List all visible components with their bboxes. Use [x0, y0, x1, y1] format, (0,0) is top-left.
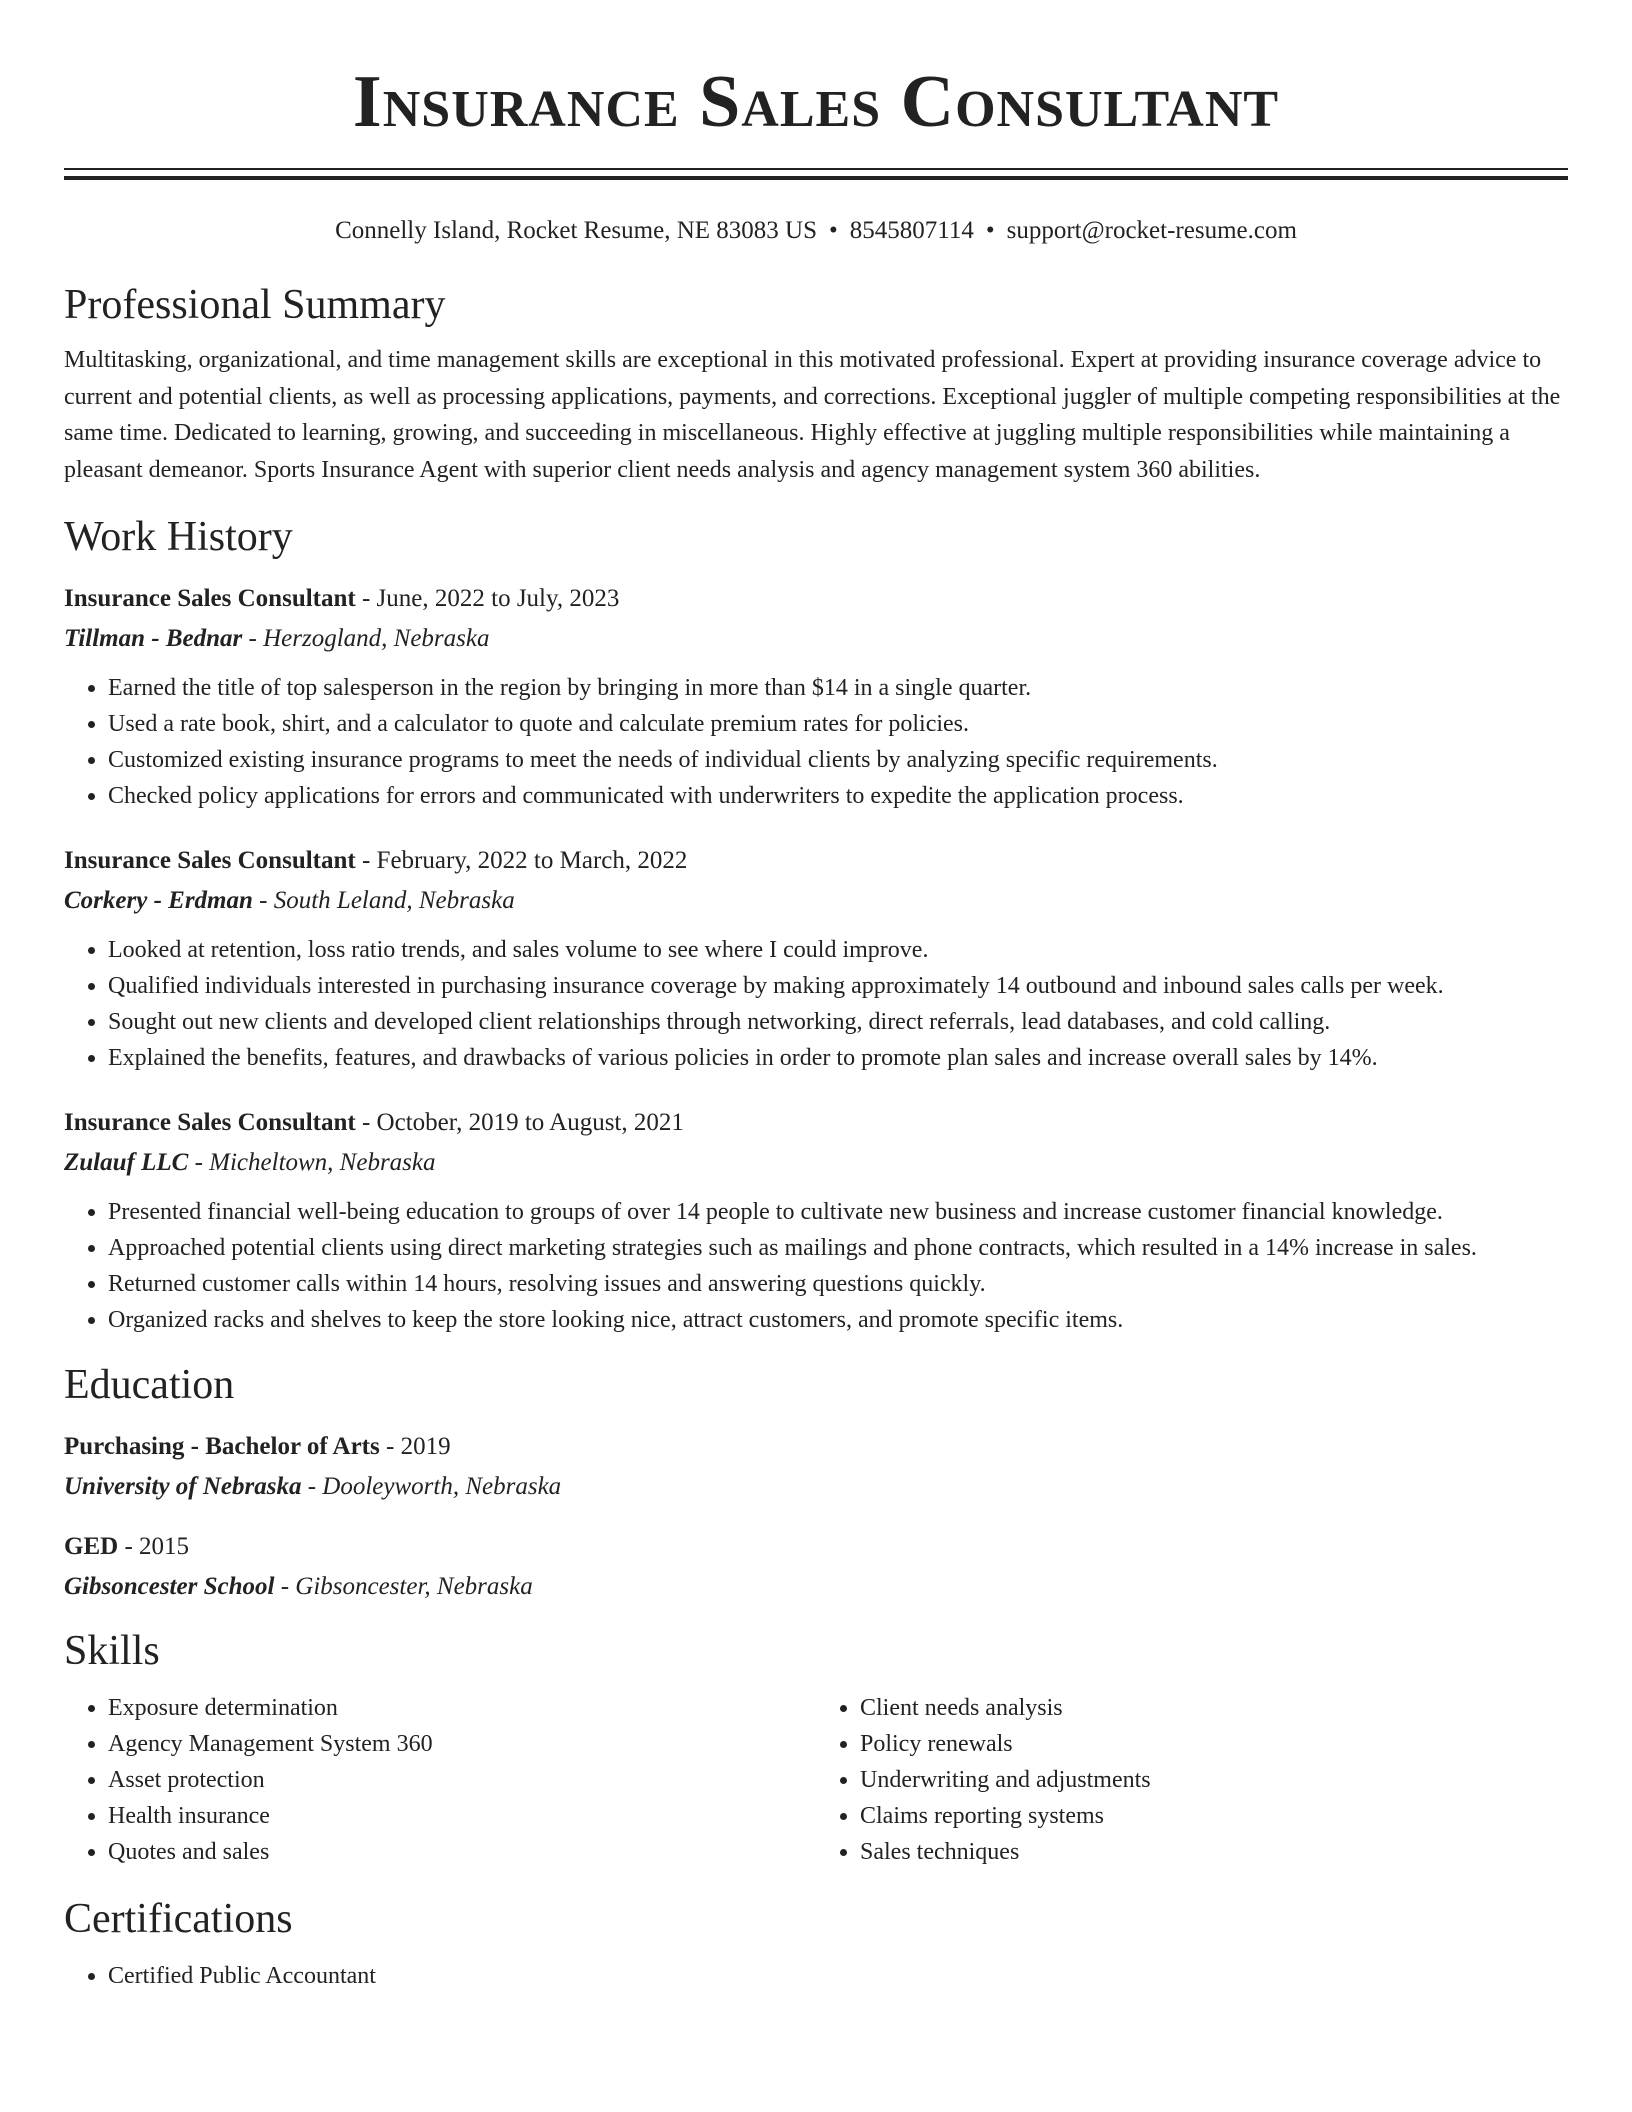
certifications-list [64, 1958, 1568, 1994]
list-item: • Client needs analysis [860, 1690, 1568, 1726]
contact-separator: • [985, 217, 995, 244]
list-item: • Qualified individuals interested in purchasing insurance coverage by making approximately 14 outbound and inbound sales calls per week. [108, 968, 1568, 1004]
summary-heading: Professional Summary [64, 282, 446, 328]
list-item: • Looked at retention, loss ratio trends, and sales volume to see where I could improve. [108, 932, 1568, 968]
list-item: • Approached potential clients using direct marketing strategies such as mailings and phone contracts, which resulted in a 14% increase in sales. [108, 1230, 1568, 1266]
resume-title: Insurance Sales Consultant [352, 61, 1280, 143]
education-year: - 2019 [379, 1433, 451, 1460]
list-item: • Returned customer calls within 14 hours, resolving issues and answering questions quickly. [108, 1266, 1568, 1302]
education-school-line [64, 1572, 1568, 1602]
job-company-line [64, 1148, 1568, 1178]
education-location: - Dooleyworth, Nebraska [301, 1473, 562, 1500]
job-entry [64, 846, 1568, 1076]
list-item: • Certified Public Accountant [108, 1958, 1568, 1994]
job-entry [64, 584, 1568, 814]
job-bullets [64, 1194, 1568, 1338]
education-heading: Education [64, 1362, 235, 1408]
list-item: • Checked policy applications for errors and communicated with underwriters to expedite the application process. [108, 778, 1568, 814]
list-item: • Exposure determination [108, 1690, 816, 1726]
education-school: University of Nebraska [64, 1473, 302, 1500]
list-item: • Quotes and sales [108, 1834, 816, 1870]
job-header [64, 584, 1568, 614]
list-item: • Asset protection [108, 1762, 816, 1798]
job-dates: - February, 2022 to March, 2022 [355, 847, 688, 874]
summary-text: Multitasking, organizational, and time management skills are exceptional in this motivated professional. Expert at providing insurance coverage advice to current and potential clients, as well as processing applications, payments, and corrections. Exceptional juggler of multiple competing responsibilities at the same time. Dedicated to learning, growing, and succeeding in miscellaneous. Highly effective at juggling multiple responsibilities while maintaining a pleasant demeanor. Sports Insurance Agent with superior client needs analysis and agency management system 360 abilities. [64, 347, 1561, 483]
list-item: • Earned the title of top salesperson in the region by bringing in more than $14 in a single quarter. [108, 670, 1568, 706]
education-entry [64, 1432, 1568, 1502]
job-company-line [64, 886, 1568, 916]
skills-list-right [816, 1690, 1568, 1870]
job-role: Insurance Sales Consultant [64, 585, 356, 612]
job-role: Insurance Sales Consultant [64, 847, 356, 874]
education-school-line [64, 1472, 1568, 1502]
job-company: Zulauf LLC [64, 1149, 189, 1176]
contact-phone: 8545807114 [849, 217, 974, 244]
work-history-heading: Work History [64, 514, 293, 560]
job-location: - Herzogland, Nebraska [242, 625, 490, 652]
job-entry [64, 1108, 1568, 1338]
list-item: • Presented financial well-being education to groups of over 14 people to cultivate new business and increase customer financial knowledge. [108, 1194, 1568, 1230]
job-location: - Micheltown, Nebraska [188, 1149, 436, 1176]
list-item: • Sought out new clients and developed client relationships through networking, direct referrals, lead databases, and cold calling. [108, 1004, 1568, 1040]
certifications-heading: Certifications [64, 1896, 293, 1942]
education-degree: GED [64, 1533, 119, 1560]
list-item: • Agency Management System 360 [108, 1726, 816, 1762]
list-item: • Explained the benefits, features, and drawbacks of various policies in order to promote plan sales and increase overall sales by 14%. [108, 1040, 1568, 1076]
education-degree: Purchasing - Bachelor of Arts [64, 1433, 380, 1460]
contact-email: support@rocket-resume.com [1006, 217, 1297, 244]
skills-columns [64, 1690, 1568, 1870]
list-item: • Customized existing insurance programs to meet the needs of individual clients by analyzing specific requirements. [108, 742, 1568, 778]
list-item: • Claims reporting systems [860, 1798, 1568, 1834]
header-rule-thick [64, 176, 1568, 180]
job-company: Corkery - Erdman [64, 887, 253, 914]
job-location: - South Leland, Nebraska [252, 887, 515, 914]
job-company-line [64, 624, 1568, 654]
list-item: • Used a rate book, shirt, and a calculator to quote and calculate premium rates for policies. [108, 706, 1568, 742]
education-school: Gibsoncester School [64, 1573, 275, 1600]
skills-heading: Skills [64, 1628, 160, 1674]
list-item: • Health insurance [108, 1798, 816, 1834]
education-year: - 2015 [118, 1533, 190, 1560]
list-item: • Underwriting and adjustments [860, 1762, 1568, 1798]
education-degree-line [64, 1432, 1568, 1462]
job-company: Tillman - Bednar [64, 625, 243, 652]
education-entry [64, 1532, 1568, 1602]
list-item: • Policy renewals [860, 1726, 1568, 1762]
job-bullets [64, 670, 1568, 814]
list-item: • Sales techniques [860, 1834, 1568, 1870]
job-role: Insurance Sales Consultant [64, 1109, 356, 1136]
contact-separator: • [829, 217, 838, 244]
skills-list-left [64, 1690, 816, 1870]
job-dates: - October, 2019 to August, 2021 [355, 1109, 684, 1136]
job-header [64, 1108, 1568, 1138]
education-location: - Gibsoncester, Nebraska [274, 1573, 533, 1600]
contact-address: Connelly Island, Rocket Resume, NE 83083 US [335, 217, 817, 244]
job-dates: - June, 2022 to July, 2023 [355, 585, 620, 612]
header-rule-thin [64, 168, 1568, 170]
list-item: • Organized racks and shelves to keep the store looking nice, attract customers, and promote specific items. [108, 1302, 1568, 1338]
education-degree-line [64, 1532, 1568, 1562]
job-header [64, 846, 1568, 876]
job-bullets [64, 932, 1568, 1076]
contact-line [64, 216, 1568, 246]
